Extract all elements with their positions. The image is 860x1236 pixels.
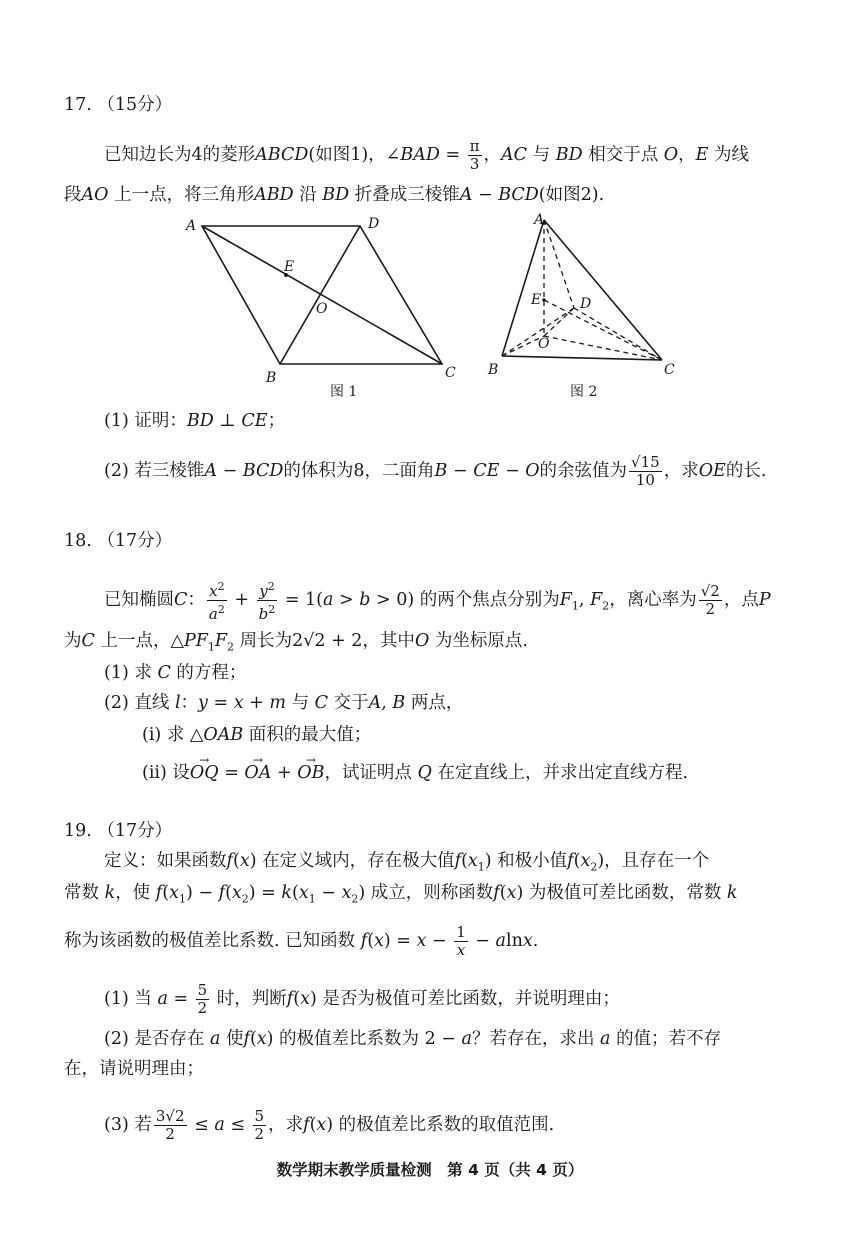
figure-2-pyramid: [484, 208, 684, 402]
q17-intro-line2: 段AO 上一点，将三角形ABD 沿 BD 折叠成三棱锥A − BCD(如图2).: [64, 185, 605, 205]
q17-header: 17. （15分）: [64, 95, 173, 115]
q19-part2: (2) 是否存在 a 使f(x) 的极值差比系数为 2 − a？若存在，求出 a 的值；若不存: [104, 1029, 722, 1049]
q19-line2: 常数 k，使 $f(x_1) - f(x_2) = k(x_1 - x_2)$ 成立，则称函数f(x) 为极值可差比函数，常数 k: [64, 883, 738, 906]
figure-1-rhombus: [180, 212, 470, 402]
q19-part1: (1) 当 a = $\frac{5}{2}$ 时，判断f(x) 是否为极值可差比函数，并说明理由；: [104, 981, 620, 1017]
q18-header: 18. （17分）: [64, 531, 173, 551]
svg-text:B: B: [488, 362, 499, 378]
svg-text:O: O: [316, 301, 328, 317]
svg-text:B: B: [266, 370, 277, 386]
svg-text:E: E: [284, 259, 295, 275]
svg-text:D: D: [580, 296, 592, 312]
q17-part2: (2) 若三棱锥A − BCD的体积为8，二面角B − CE − O的余弦值为 $\frac{√15}{10}$ ，求OE的长.: [104, 453, 767, 489]
figure-1-caption: 图 1: [330, 384, 358, 400]
svg-text:D: D: [368, 216, 380, 232]
q19-part2-cont: 在，请说明理由；: [64, 1059, 204, 1079]
q18-line2: 为C 上一点，$\triangle PF_1F_2$ 周长为2√2 + 2，其中O 为坐标原点.: [64, 631, 528, 654]
q19-part3: (3) 若 $\frac{3√2}{2}$ ≤ a ≤ $\frac{5}{2}$ ，求f(x) 的极值差比系数的取值范围.: [104, 1107, 555, 1143]
svg-text:C: C: [664, 362, 675, 378]
q17-part1: (1) 证明：BD ⊥ CE；: [104, 411, 286, 431]
page-footer: 数学期末教学质量检测 第 4 页（共 4 页）: [276, 1161, 584, 1179]
svg-text:O: O: [538, 336, 550, 352]
q18-part2: (2) 直线 l：y = x + m 与 C 交于A, B 两点，: [104, 693, 464, 713]
svg-text:A: A: [186, 218, 197, 234]
figure-2-caption: 图 2: [570, 384, 598, 400]
svg-text:A: A: [534, 212, 545, 228]
q18-part1: (1) 求 C 的方程；: [104, 663, 247, 683]
q17-intro-line1: 已知边长为4的菱形ABCD(如图1)，∠BAD = $\frac{\pi}{3}$ ，AC 与 BD 相交于点 O，E 为线: [104, 137, 749, 173]
svg-text:E: E: [531, 292, 542, 308]
svg-text:C: C: [445, 365, 456, 381]
q18-part2-ii: (ii) 设→ OQ = → OA + → OB，试证明点 Q 在定直线上，并求出定直线方程.: [142, 762, 688, 784]
q18-line1: 已知椭圆C： $\frac{x^2}{a^2}$ + $\frac{y^2}{b^2}$ = 1(a > b > 0) 的两个焦点分别为$F_1$, $F_2$，离心率为 $\frac{√2}{2}$ ，点P: [104, 580, 771, 623]
q19-line1: 定义：如果函数f(x) 在定义域内，存在极大值$f(x_1)$ 和极小值$f(x_2)$，且存在一个: [104, 851, 710, 874]
q19-line3: 称为该函数的极值差比系数. 已知函数 f(x) = x − $\frac{1}{x}$ − alnx.: [64, 923, 539, 959]
q18-part2-i: (i) 求 △OAB 面积的最大值；: [142, 725, 372, 745]
q19-header: 19. （17分）: [64, 821, 173, 841]
